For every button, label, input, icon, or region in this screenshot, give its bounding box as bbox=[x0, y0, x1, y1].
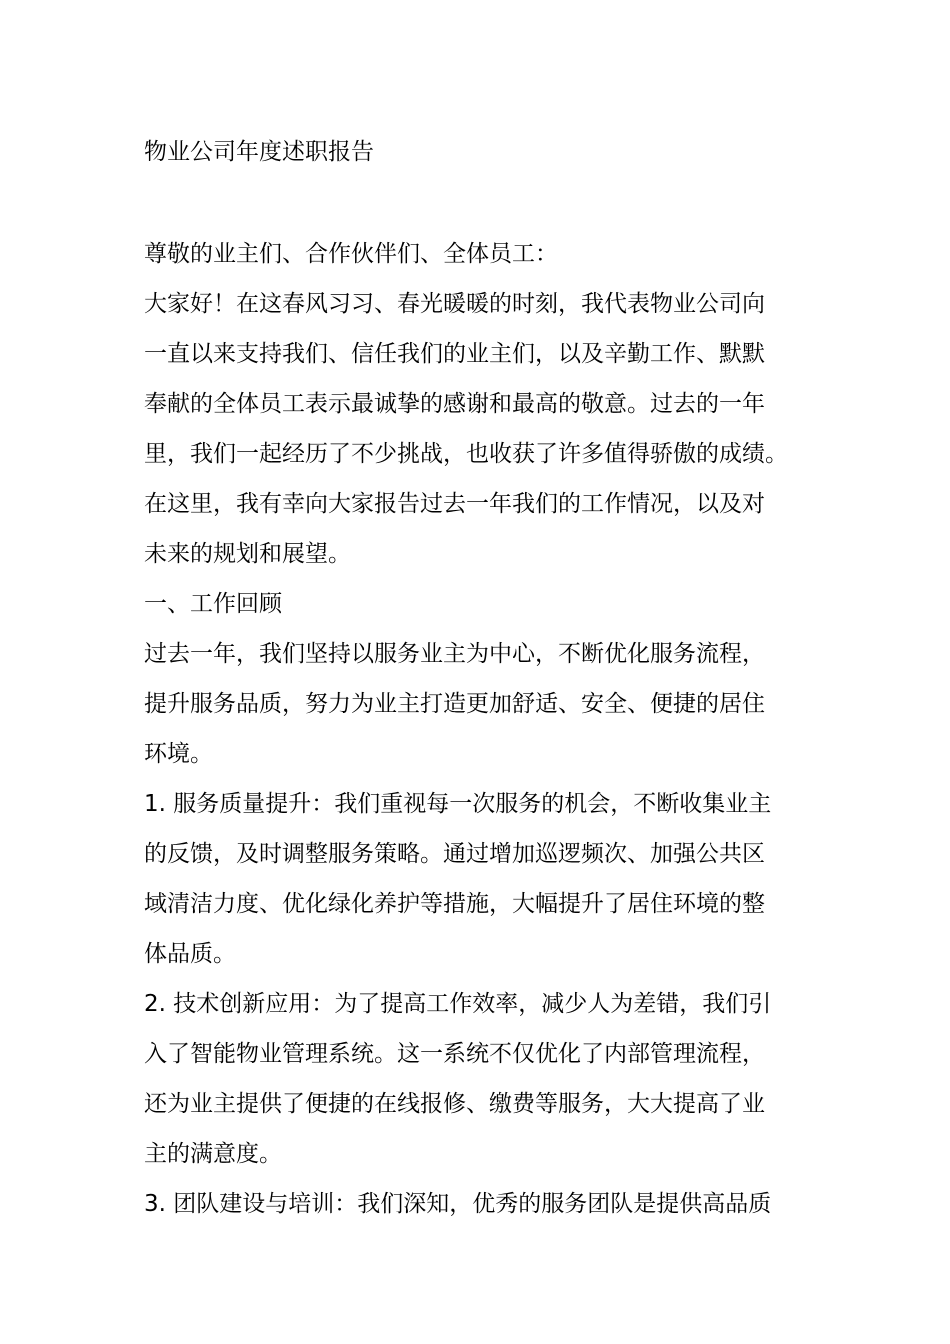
document-body bbox=[144, 229, 820, 1229]
list-item-line: 体品质。 bbox=[144, 941, 236, 967]
list-item-line: 还为业主提供了便捷的在线报修、缴费等服务，大大提高了业 bbox=[144, 1091, 765, 1117]
paragraph-line: 未来的规划和展望。 bbox=[144, 541, 351, 567]
list-item-line: 1. 服务质量提升：我们重视每一次服务的机会，不断收集业主 bbox=[144, 791, 772, 817]
paragraph-line: 里，我们一起经历了不少挑战，也收获了许多值得骄傲的成绩。 bbox=[144, 441, 788, 467]
paragraph-line: 提升服务品质，努力为业主打造更加舒适、安全、便捷的居住 bbox=[144, 691, 765, 717]
paragraph-line: 环境。 bbox=[144, 741, 213, 767]
list-item-line: 2. 技术创新应用：为了提高工作效率，减少人为差错，我们引 bbox=[144, 991, 772, 1017]
list-item-line: 主的满意度。 bbox=[144, 1141, 282, 1167]
list-item-line: 的反馈，及时调整服务策略。通过增加巡逻频次、加强公共区 bbox=[144, 841, 765, 867]
paragraph-line: 大家好！在这春风习习、春光暖暖的时刻，我代表物业公司向 bbox=[144, 291, 765, 317]
section-heading: 一、工作回顾 bbox=[144, 591, 282, 617]
list-item-line: 入了智能物业管理系统。这一系统不仅优化了内部管理流程， bbox=[144, 1041, 765, 1067]
list-item-line: 域清洁力度、优化绿化养护等措施，大幅提升了居住环境的整 bbox=[144, 891, 765, 917]
paragraph-line: 一直以来支持我们、信任我们的业主们，以及辛勤工作、默默 bbox=[144, 341, 765, 367]
document-title: 物业公司年度述职报告 bbox=[144, 139, 374, 165]
paragraph-line: 过去一年，我们坚持以服务业主为中心，不断优化服务流程， bbox=[144, 641, 765, 667]
paragraph-line: 在这里，我有幸向大家报告过去一年我们的工作情况，以及对 bbox=[144, 491, 765, 517]
list-item-line: 3. 团队建设与培训：我们深知，优秀的服务团队是提供高品质 bbox=[144, 1191, 772, 1217]
greeting-line: 尊敬的业主们、合作伙伴们、全体员工： bbox=[144, 241, 558, 267]
paragraph-line: 奉献的全体员工表示最诚挚的感谢和最高的敬意。过去的一年 bbox=[144, 391, 765, 417]
